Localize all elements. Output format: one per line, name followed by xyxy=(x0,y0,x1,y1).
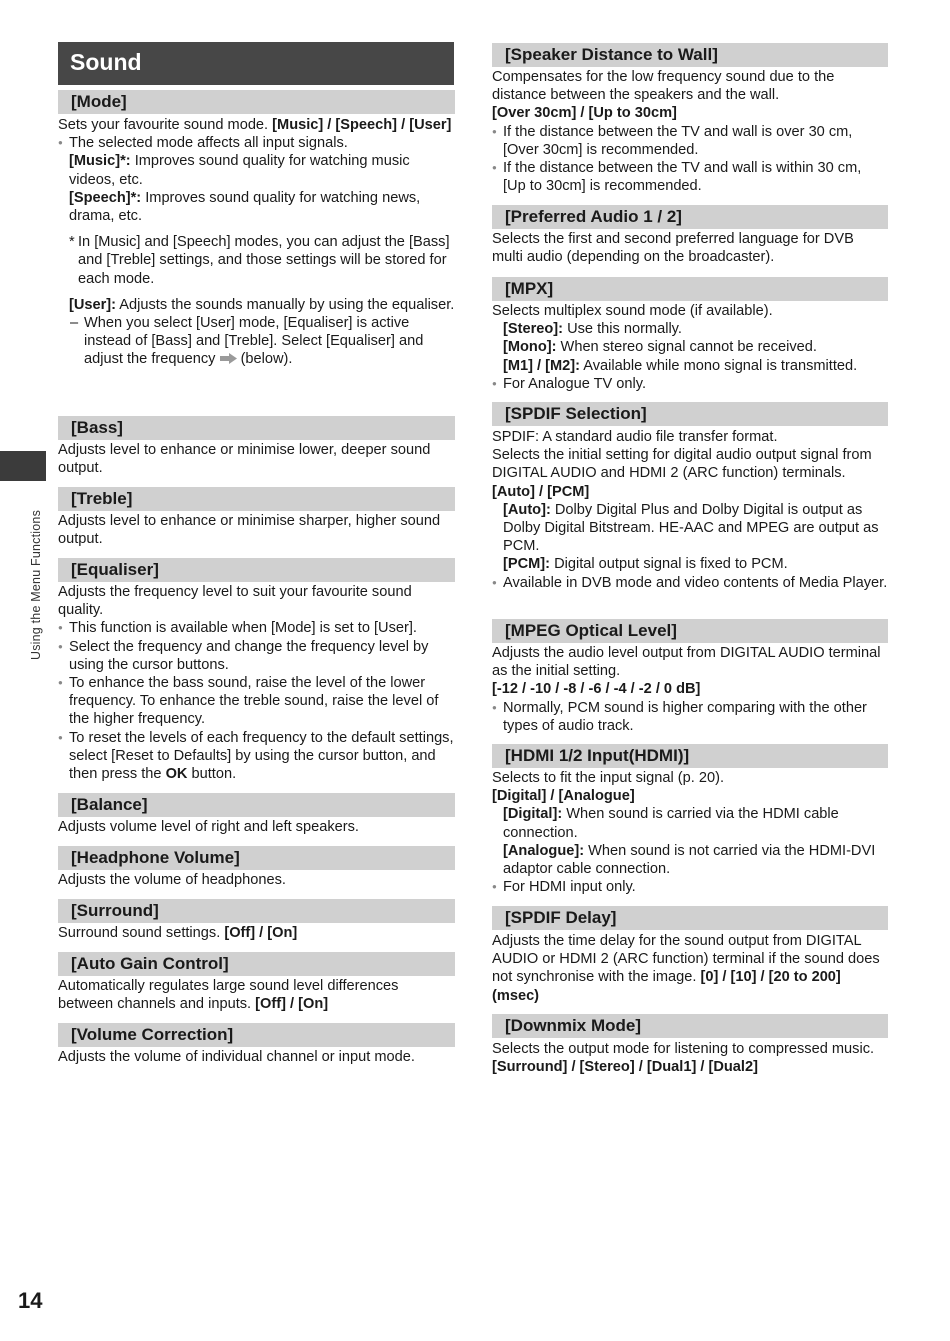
balance-text: Adjusts volume level of right and left speakers. xyxy=(58,819,359,835)
stereo-text: Use this normally. xyxy=(567,321,682,338)
spdif-delay-options: [0] / [10] / [20 to 200] (msec) xyxy=(492,969,841,1004)
speaker-bullet-2: ● If the distance between the TV and wall is within 30 cm, [Up to 30cm] is recommended. xyxy=(492,159,888,195)
section-header-equaliser: [Equaliser] xyxy=(58,558,455,582)
speech-label: [Speech]*: xyxy=(69,189,142,206)
music-text: Improves sound quality for watching music videos, etc. xyxy=(69,153,410,188)
section-body-volume-correction xyxy=(58,1048,455,1066)
section-body-bass xyxy=(58,441,455,477)
volcorr-text: Adjusts the volume of individual channel or input mode. xyxy=(58,1049,415,1065)
digital-text: When sound is carried via the HDMI cable connection. xyxy=(503,806,839,841)
section-body-headphone xyxy=(58,871,455,889)
equaliser-bullet-4 xyxy=(58,729,455,784)
speaker-bullet-1: ● If the distance between the TV and wall is over 30 cm, [Over 30cm] is recommended. xyxy=(492,123,888,159)
user-dash-note: When you select [User] mode, [Equaliser] is active instead of [Bass] and [Treble]. Select [Equaliser] and adjust the frequency xyxy=(84,315,424,368)
section-header-treble: [Treble] xyxy=(58,487,455,511)
section-body-downmix xyxy=(492,1040,888,1076)
section-body-surround xyxy=(58,924,455,942)
auto-text: Dolby Digital Plus and Dolby Digital is output as Dolby Digital Bitstream. HE-AAC and MPEG are output as PCM. xyxy=(503,501,879,555)
page-title: Sound xyxy=(70,49,142,75)
section-body-mpeg-optical xyxy=(492,644,888,735)
mono-text: When stereo signal cannot be received. xyxy=(560,339,817,356)
section-body-mode xyxy=(58,116,455,369)
spdif-options: [Auto] / [PCM] xyxy=(492,483,590,500)
section-header-mode: [Mode] xyxy=(58,90,455,114)
equaliser-b4-post: button. xyxy=(191,766,237,783)
section-header-downmix: [Downmix Mode] xyxy=(492,1014,888,1038)
auto-label: [Auto]: xyxy=(503,501,551,518)
spdif-delay-text: Adjusts the time delay for the sound output from DIGITAL AUDIO or HDMI 2 (ARC function) terminal if the sound does not synchronise with the image. xyxy=(492,933,880,986)
spdif-bullet: ● Available in DVB mode and video contents of Media Player. xyxy=(492,574,888,592)
speech-text: Improves sound quality for watching news, drama, etc. xyxy=(69,189,421,225)
mode-footnote: * In [Music] and [Speech] modes, you can adjust the [Bass] and [Treble] settings, and those settings will be stored for each mode. xyxy=(58,233,455,288)
downmix-text: Selects the output mode for listening to compressed music. xyxy=(492,1041,875,1057)
hdmi-text: Selects to fit the input signal (p. 20). xyxy=(492,770,725,786)
equaliser-text: Adjusts the frequency level to suit your favourite sound quality. xyxy=(58,584,412,619)
downmix-options: [Surround] / [Stereo] / [Dual1] / [Dual2] xyxy=(492,1059,758,1076)
page-title-banner xyxy=(58,42,454,85)
right-arrow-icon xyxy=(220,353,237,364)
section-header-mpx: [MPX] xyxy=(492,277,888,301)
user-text: Adjusts the sounds manually by using the equaliser. xyxy=(119,296,455,313)
section-header-balance: [Balance] xyxy=(58,793,455,817)
agc-options: [Off] / [On] xyxy=(255,996,329,1013)
section-header-spdif-selection: [SPDIF Selection] xyxy=(492,402,888,426)
section-header-surround: [Surround] xyxy=(58,899,455,923)
section-body-speaker-distance xyxy=(492,68,888,195)
m1m2-label: [M1] / [M2]: xyxy=(503,357,581,374)
section-header-mpeg-optical: [MPEG Optical Level] xyxy=(492,619,888,643)
section-body-preferred-audio xyxy=(492,230,888,266)
section-body-hdmi-input xyxy=(492,769,888,896)
equaliser-bullet-3: ● To enhance the bass sound, raise the level of the lower frequency. To enhance the treble sound, raise the level of the higher frequency. xyxy=(58,674,455,729)
mpeg-options: [-12 / -10 / -8 / -6 / -4 / -2 / 0 dB] xyxy=(492,681,701,698)
section-body-balance xyxy=(58,818,455,836)
hdmi-options: [Digital] / [Analogue] xyxy=(492,788,635,805)
user-label: [User]: xyxy=(69,296,117,313)
section-body-equaliser xyxy=(58,583,455,783)
section-header-hdmi-input: [HDMI 1/2 Input(HDMI)] xyxy=(492,744,888,768)
section-body-spdif-selection xyxy=(492,428,888,592)
section-header-preferred-audio: [Preferred Audio 1 / 2] xyxy=(492,205,888,229)
user-dash-tail: (below). xyxy=(240,351,293,368)
side-section-label: Using the Menu Functions xyxy=(29,509,43,660)
m1m2-text: Available while mono signal is transmitted. xyxy=(583,357,858,374)
analogue-text: When sound is not carried via the HDMI-DVI adaptor cable connection. xyxy=(503,842,876,878)
bass-text: Adjusts level to enhance or minimise lower, deeper sound output. xyxy=(58,442,431,477)
pcm-label: [PCM]: xyxy=(503,556,551,573)
mpeg-text: Adjusts the audio level output from DIGITAL AUDIO terminal as the initial setting. xyxy=(492,645,881,680)
speaker-text: Compensates for the low frequency sound due to the distance between the speakers and the wall. xyxy=(492,69,835,104)
section-body-mpx xyxy=(492,302,888,393)
mode-intro: Sets your favourite sound mode. xyxy=(58,117,269,133)
section-header-volume-correction: [Volume Correction] xyxy=(58,1023,455,1047)
spdif-text-1: SPDIF: A standard audio file transfer format. xyxy=(492,429,778,445)
mpx-text: Selects multiplex sound mode (if available). xyxy=(492,303,773,319)
mode-bullet: ● The selected mode affects all input signals. xyxy=(58,134,455,152)
analogue-label: [Analogue]: xyxy=(503,842,585,859)
mpeg-bullet: ● Normally, PCM sound is higher comparing with the other types of audio track. xyxy=(492,699,888,735)
digital-label: [Digital]: xyxy=(503,806,563,823)
section-body-treble xyxy=(58,512,455,548)
headphone-text: Adjusts the volume of headphones. xyxy=(58,872,286,888)
page-number: 14 xyxy=(18,1288,43,1313)
section-header-agc: [Auto Gain Control] xyxy=(58,952,455,976)
equaliser-bullet-1: ● This function is available when [Mode] is set to [User]. xyxy=(58,619,455,637)
mode-options: [Music] / [Speech] / [User] xyxy=(272,117,452,133)
equaliser-bullet-2: ● Select the frequency and change the frequency level by using the cursor buttons. xyxy=(58,638,455,674)
section-header-speaker-distance: [Speaker Distance to Wall] xyxy=(492,43,888,67)
music-label: [Music]*: xyxy=(69,153,131,170)
pcm-text: Digital output signal is fixed to PCM. xyxy=(554,556,788,573)
section-header-bass: [Bass] xyxy=(58,416,455,440)
stereo-label: [Stereo]: xyxy=(503,321,563,338)
mpx-bullet: ● For Analogue TV only. xyxy=(492,375,888,393)
mono-label: [Mono]: xyxy=(503,339,557,356)
equaliser-b4-pre: To reset the levels of each frequency to the default settings, select [Reset to Defaults] by using the cursor button, and then press the xyxy=(69,729,454,783)
section-body-agc xyxy=(58,977,455,1013)
section-header-spdif-delay: [SPDIF Delay] xyxy=(492,906,888,930)
treble-text: Adjusts level to enhance or minimise sharper, higher sound output. xyxy=(58,513,441,548)
speaker-options: [Over 30cm] / [Up to 30cm] xyxy=(492,105,677,122)
surround-options: [Off] / [On] xyxy=(224,925,298,941)
agc-text: Automatically regulates large sound level differences between channels and inputs. xyxy=(58,978,399,1013)
surround-text: Surround sound settings. xyxy=(58,925,221,941)
section-tab-marker xyxy=(0,451,46,481)
preferred-text: Selects the first and second preferred language for DVB multi audio (depending on the broadcaster). xyxy=(492,231,854,266)
section-header-headphone: [Headphone Volume] xyxy=(58,846,455,870)
section-body-spdif-delay xyxy=(492,932,888,1005)
hdmi-bullet: ● For HDMI input only. xyxy=(492,878,888,896)
spdif-text-2: Selects the initial setting for digital audio output signal from DIGITAL AUDIO and HDMI 2 (ARC function) terminals. xyxy=(492,447,872,482)
ok-button-label: OK xyxy=(165,766,188,783)
